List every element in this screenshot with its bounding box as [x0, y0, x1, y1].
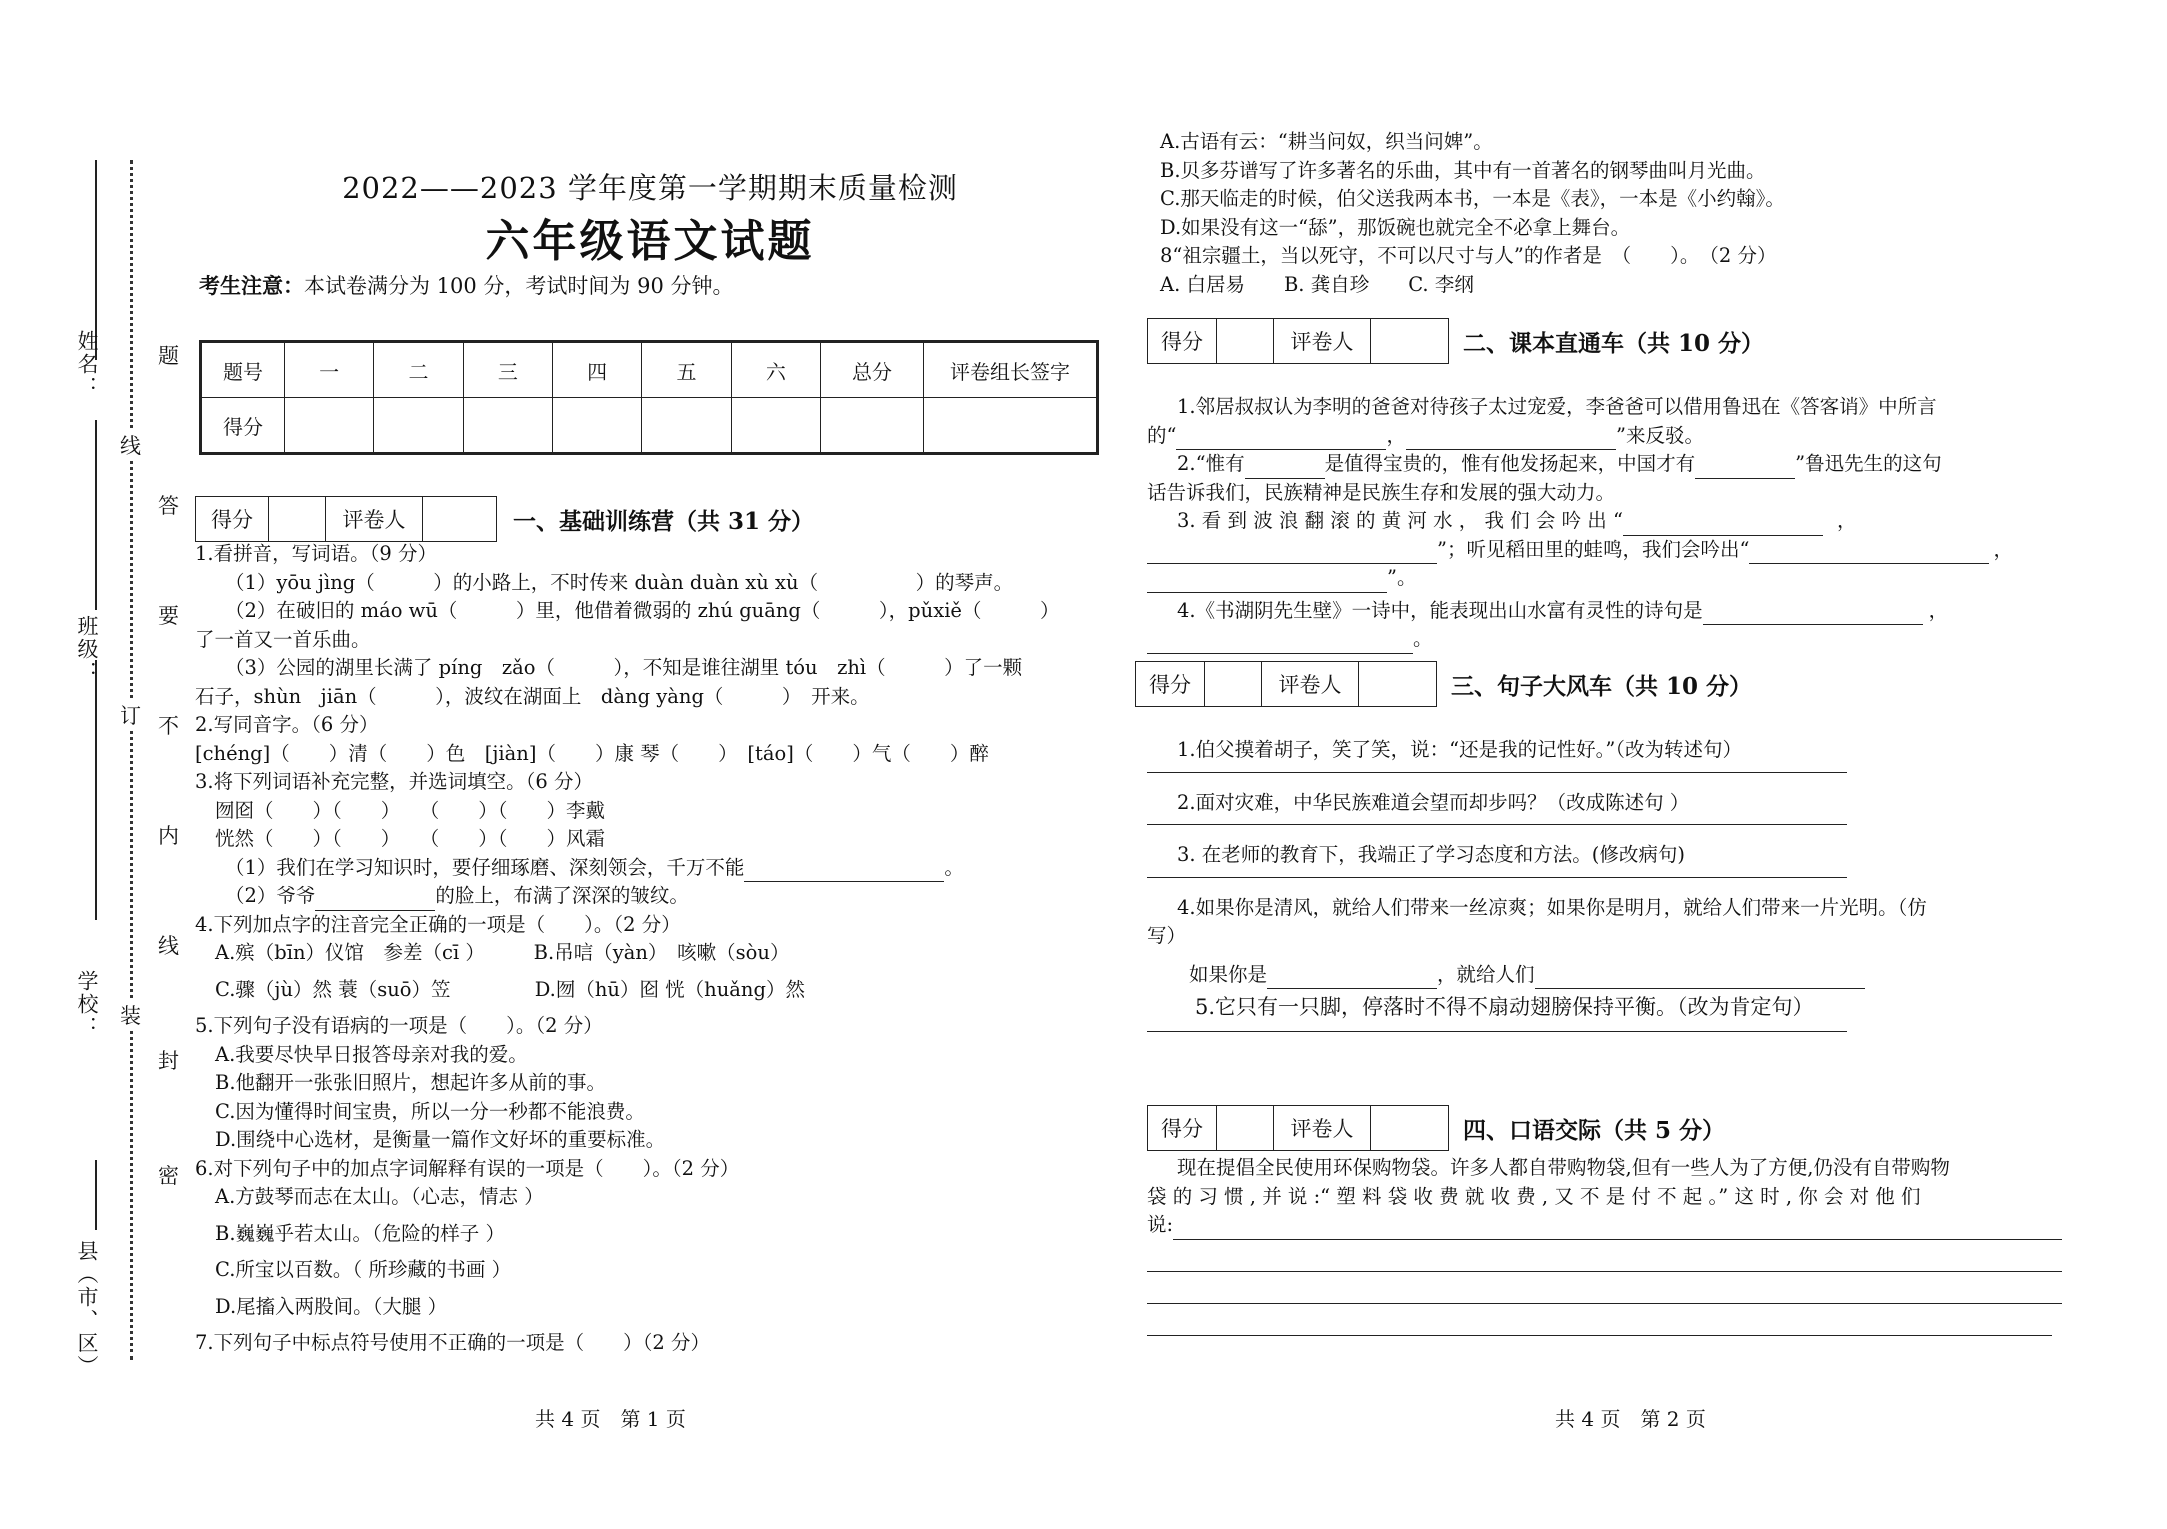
- question-line: 现在提倡全民使用环保购物袋。许多人都自带购物袋,但有一些人为了方便,仍没有自带购物: [1177, 1156, 1950, 1179]
- exam-year-title: 2022——2023 学年度第一学期期末质量检测: [342, 171, 958, 205]
- option-line: C.那天临走的时候，伯父送我两本书，一本是《表》，一本是《小约翰》。: [1160, 187, 1785, 210]
- q1-post: ”来反驳。: [1616, 423, 1704, 447]
- question-line: [1147, 1211, 2062, 1240]
- section-2-heading: 二、课本直通车（共 10 分）: [1463, 329, 1765, 357]
- q3-close: ”。: [1387, 566, 1417, 589]
- answer-line[interactable]: [1147, 1030, 1847, 1032]
- question-line: 4.下列加点字的注音完全正确的一项是（ ）。（2 分）: [195, 912, 681, 936]
- section-2-body: [1147, 393, 2062, 654]
- option-line: D.围绕中心选材，是衡量一篇作文好坏的重要标准。: [215, 1128, 666, 1151]
- question-line: [195, 882, 1105, 911]
- score-cell[interactable]: [463, 398, 552, 454]
- score-table: [199, 340, 1099, 455]
- answer-blank[interactable]: [1176, 429, 1386, 450]
- question-line: [1147, 961, 2062, 990]
- section-1-header: [195, 496, 814, 542]
- score-box: [1135, 661, 1437, 707]
- score-row-label: 得分: [201, 398, 285, 454]
- q1-mid: ，: [1386, 423, 1406, 447]
- question-line: 写）: [1147, 924, 1187, 947]
- fill-2-prompt: （2）爷爷: [225, 884, 316, 907]
- county-label: 县（市、区）: [75, 1240, 99, 1378]
- seal-dotted-line: [130, 160, 133, 1360]
- q2-post: ”鲁迅先生的这句: [1795, 452, 1942, 475]
- question-line: 袋 的 习 惯 , 并 说 :“ 塑 料 袋 收 费 就 收 费 , 又 不 是 付 不 起 。” 这 时 , 你 会 对 他 们: [1147, 1184, 1921, 1208]
- q4-mid: ，就给人们: [1437, 962, 1535, 986]
- answer-blank[interactable]: [1749, 543, 1989, 564]
- question-line: [1147, 507, 2062, 536]
- q3-end2: ，: [1993, 537, 2013, 561]
- fill-1-tail: 。: [944, 855, 964, 879]
- score-box-label: 得分: [1148, 319, 1217, 363]
- seal-warning-char: 密: [158, 1164, 179, 1188]
- score-cell[interactable]: [924, 398, 1098, 454]
- question-line: 8“祖宗疆土，当以死守，不可以尺寸与人”的作者是 （ ）。 （2 分）: [1160, 244, 1777, 267]
- grader-label: 评卷人: [1274, 319, 1371, 363]
- question-line: 3.将下列词语补充完整，并选词填空。（6 分）: [195, 770, 593, 793]
- answer-line[interactable]: [1147, 876, 1847, 878]
- answer-line[interactable]: [1147, 1334, 2052, 1336]
- answer-blank[interactable]: [1623, 515, 1823, 536]
- continued-questions: [1160, 128, 1785, 299]
- question-line: 4.如果你是清风，就给人们带来一丝凉爽；如果你是明月，就给人们带来一片光明。（仿: [1177, 895, 1927, 919]
- question-line: [1147, 625, 2062, 654]
- grader-cell[interactable]: [1371, 1106, 1448, 1150]
- score-cell[interactable]: [285, 398, 374, 454]
- question-line: 5.下列句子没有语病的一项是（ ）。（2 分）: [195, 1014, 603, 1037]
- q4-pre: 如果你是: [1189, 962, 1268, 986]
- section-4-body: [1147, 1154, 2062, 1336]
- answer-blank[interactable]: [1535, 968, 1865, 989]
- section-3-heading: 三、句子大风车（共 10 分）: [1451, 672, 1753, 700]
- question-line: （1）yōu jìng（ ）的小路上，不时传来 duàn duàn xù xù（ ）的琴声。: [225, 570, 1014, 594]
- score-table-header: 六: [731, 342, 820, 398]
- seal-char: 订: [120, 700, 141, 730]
- score-box-cell[interactable]: [1217, 319, 1274, 363]
- answer-blank[interactable]: [1267, 968, 1437, 989]
- answer-blank[interactable]: [1147, 633, 1413, 654]
- q2-mid: 是值得宝贵的，惟有他发扬起来，中国才有: [1324, 452, 1696, 475]
- option-line: A.殡（bīn）仪馆 参差（cī ） B.吊唁（yàn） 咳嗽（sòu）: [215, 941, 790, 964]
- option-line: D.尾搐入两股间。（大腿 ）: [215, 1294, 448, 1318]
- grader-label: 评卷人: [326, 497, 423, 541]
- answer-line[interactable]: [1147, 823, 1847, 825]
- question-line: 7.下列句子中标点符号使用不正确的一项是（ ）（2 分）: [195, 1331, 710, 1354]
- question-line: 2.面对灾难，中华民族难道会望而却步吗？（改成陈述句 ）: [1177, 790, 1690, 814]
- school-label: 学校：: [75, 970, 99, 1039]
- section-1-body: [195, 540, 1105, 1358]
- option-line: C.所宝以百数。（ 所珍藏的书画 ）: [215, 1258, 512, 1281]
- county-line: [95, 1160, 97, 1230]
- score-box: [1147, 1105, 1449, 1151]
- score-cell[interactable]: [552, 398, 641, 454]
- score-box: [1147, 318, 1449, 364]
- answer-blank[interactable]: [1173, 1219, 2062, 1240]
- section-3-header: [1135, 661, 1752, 707]
- grader-label: 评卷人: [1274, 1106, 1371, 1150]
- answer-blank[interactable]: [1703, 604, 1923, 625]
- score-table-header: 三: [463, 342, 552, 398]
- exam-main-title: 六年级语文试题: [485, 216, 815, 267]
- say-label: 说:: [1147, 1213, 1174, 1236]
- answer-blank[interactable]: [1245, 458, 1325, 479]
- page-1-footer: 共 4 页 第 1 页: [535, 1407, 686, 1431]
- score-box-cell[interactable]: [269, 497, 326, 541]
- option-line: A.我要尽快早日报答母亲对我的爱。: [215, 1042, 528, 1066]
- section-3-body: [1147, 736, 2062, 1032]
- question-line: 了一首又一首乐曲。: [195, 627, 371, 651]
- seal-warning-char: 内: [158, 824, 179, 848]
- option-line: B.他翻开一张张旧照片，想起许多从前的事。: [215, 1071, 607, 1094]
- score-box-label: 得分: [1136, 662, 1205, 706]
- question-line: [1147, 450, 2062, 479]
- q2-pre: 2.“惟有: [1177, 452, 1245, 475]
- question-line: 5.它只有一只脚，停落时不得不扇动翅膀保持平衡。（改为肯定句）: [1195, 995, 1814, 1019]
- grader-cell[interactable]: [1371, 319, 1448, 363]
- question-line: [1147, 422, 2062, 451]
- score-box: [195, 496, 497, 542]
- question-line: [1147, 536, 2062, 565]
- notice-label: 考生注意：: [199, 273, 304, 298]
- question-line: 6.对下列句子中的加点字词解释有误的一项是（ ）。（2 分）: [195, 1156, 740, 1180]
- question-line: 恍然（ ）（ ） （ ）（ ）风霜: [215, 827, 606, 850]
- grader-cell[interactable]: [423, 497, 496, 541]
- seal-char: 装: [120, 1000, 141, 1030]
- answer-blank[interactable]: [1695, 458, 1795, 479]
- question-line: 囫囵（ ）（ ） （ ）（ ）李戴: [215, 798, 606, 822]
- score-cell[interactable]: [731, 398, 820, 454]
- score-table-header: 二: [374, 342, 463, 398]
- section-2-header: [1147, 318, 1764, 364]
- question-line: （2）在破旧的 máo wū（ ）里，他借着微弱的 zhú guāng（ ），pǔxiě（ ）: [225, 599, 1060, 622]
- school-line: [95, 660, 97, 920]
- score-box-cell[interactable]: [1217, 1106, 1274, 1150]
- option-line: B.贝多芬谱写了许多著名的乐曲，其中有一首著名的钢琴曲叫月光曲。: [1160, 158, 1766, 182]
- q3-pre: 3. 看 到 波 浪 翻 滚 的 黄 河 水 ， 我 们 会 吟 出 “: [1177, 509, 1623, 532]
- question-line: 石子，shùn jiān（ ），波纹在湖面上 dàng yàng（ ） 开来。: [195, 684, 870, 708]
- score-cell[interactable]: [642, 398, 731, 454]
- fill-1-prompt: （1）我们在学习知识时，要仔细琢磨、深刻领会，千万不能: [225, 855, 745, 879]
- question-line: [195, 854, 1105, 883]
- notice-text: 本试卷满分为 100 分，考试时间为 90 分钟。: [304, 274, 734, 298]
- fill-2-tail: 的脸上，布满了深深的皱纹。: [435, 884, 689, 907]
- q1-pre: 的“: [1147, 423, 1177, 447]
- score-table-header: 五: [642, 342, 731, 398]
- score-box-label: 得分: [196, 497, 269, 541]
- score-cell[interactable]: [374, 398, 463, 454]
- seal-warning-char: 题: [158, 344, 179, 368]
- score-table-header: 总分: [821, 342, 924, 398]
- option-line: A.方鼓琴而志在太山。（心志，情志 ）: [215, 1185, 544, 1208]
- answer-line[interactable]: [1147, 771, 1847, 773]
- question-line: 话告诉我们，民族精神是民族生存和发展的强大动力。: [1147, 480, 1616, 504]
- seal-char: 线: [120, 430, 141, 460]
- score-table-header: 评卷组长签字: [924, 342, 1098, 398]
- q4-close: 。: [1413, 627, 1433, 650]
- seal-warning-char: 答: [158, 494, 179, 518]
- seal-warning-char: 封: [158, 1049, 179, 1073]
- question-line: [chéng]（ ）清（ ）色 [jiàn]（ ）康 琴（ ） [táo]（ ）气（ ）醉: [195, 741, 989, 765]
- answer-line[interactable]: [1147, 1270, 2062, 1272]
- question-line: [1147, 597, 2062, 626]
- score-box-label: 得分: [1148, 1106, 1217, 1150]
- answer-line[interactable]: [1147, 1302, 2062, 1304]
- question-line: 2.写同音字。（6 分）: [195, 713, 379, 736]
- answer-blank[interactable]: [744, 861, 944, 882]
- score-box-cell[interactable]: [1205, 662, 1262, 706]
- score-table-header: 题号: [201, 342, 285, 398]
- answer-blank[interactable]: [1147, 572, 1387, 593]
- q4-end: ，: [1928, 598, 1949, 622]
- score-cell[interactable]: [821, 398, 924, 454]
- option-line: D.如果没有这一“舔”，那饭碗也就完全不必拿上舞台。: [1160, 215, 1631, 239]
- seal-warning-char: 不: [158, 714, 179, 738]
- answer-blank[interactable]: [1147, 543, 1437, 564]
- q3-end: ，: [1836, 509, 1857, 532]
- grader-label: 评卷人: [1262, 662, 1359, 706]
- grader-cell[interactable]: [1359, 662, 1436, 706]
- seal-warning-char: 线: [158, 934, 179, 958]
- option-line: C.骤（jù）然 蓑（suō）笠 D.囫（hū）囵 恍（huǎng）然: [215, 977, 805, 1001]
- option-line: A. 白居易 B. 龚自珍 C. 李纲: [1160, 272, 1474, 296]
- question-line: 1.伯父摸着胡子，笑了笑，说：“还是我的记性好。”（改为转述句）: [1177, 738, 1743, 761]
- option-line: A.古语有云：“耕当问奴，织当问婢”。: [1160, 130, 1493, 153]
- option-line: C.因为懂得时间宝贵，所以一分一秒都不能浪费。: [215, 1099, 645, 1123]
- score-table-header: 四: [552, 342, 641, 398]
- section-4-header: [1147, 1105, 1725, 1151]
- question-line: 3. 在老师的教育下，我端正了学习态度和方法。(修改病句): [1177, 843, 1686, 866]
- q3-post: ”；听见稻田里的蛙鸣，我们会吟出“: [1437, 537, 1750, 561]
- page-2-footer: 共 4 页 第 2 页: [1555, 1407, 1706, 1431]
- q4-pre: 4.《书湖阴先生壁》一诗中，能表现出山水富有灵性的诗句是: [1177, 598, 1703, 622]
- class-label: 班级：: [75, 615, 99, 684]
- section-1-heading: 一、基础训练营（共 31 分）: [513, 507, 815, 535]
- answer-blank[interactable]: [315, 890, 435, 911]
- question-line: 1.看拼音，写词语。（9 分）: [195, 542, 437, 565]
- class-line: [95, 420, 97, 610]
- question-line: （3）公园的湖里长满了 píng zǎo（ ），不知是谁往湖里 tóu zhì（ ）了一颗: [225, 656, 1023, 679]
- question-line: [1147, 564, 2062, 593]
- name-label: 姓名：: [75, 330, 99, 399]
- question-line: 1.邻居叔叔认为李明的爸爸对待孩子太过宠爱，李爸爸可以借用鲁迅在《答客诮》中所言: [1177, 395, 1937, 418]
- option-line: B.巍巍乎若太山。（危险的样子 ）: [215, 1221, 505, 1245]
- section-4-heading: 四、口语交际（共 5 分）: [1463, 1116, 1726, 1144]
- seal-warning-char: 要: [158, 604, 179, 628]
- candidate-notice: [199, 270, 734, 300]
- score-table-header: 一: [285, 342, 374, 398]
- answer-blank[interactable]: [1406, 429, 1616, 450]
